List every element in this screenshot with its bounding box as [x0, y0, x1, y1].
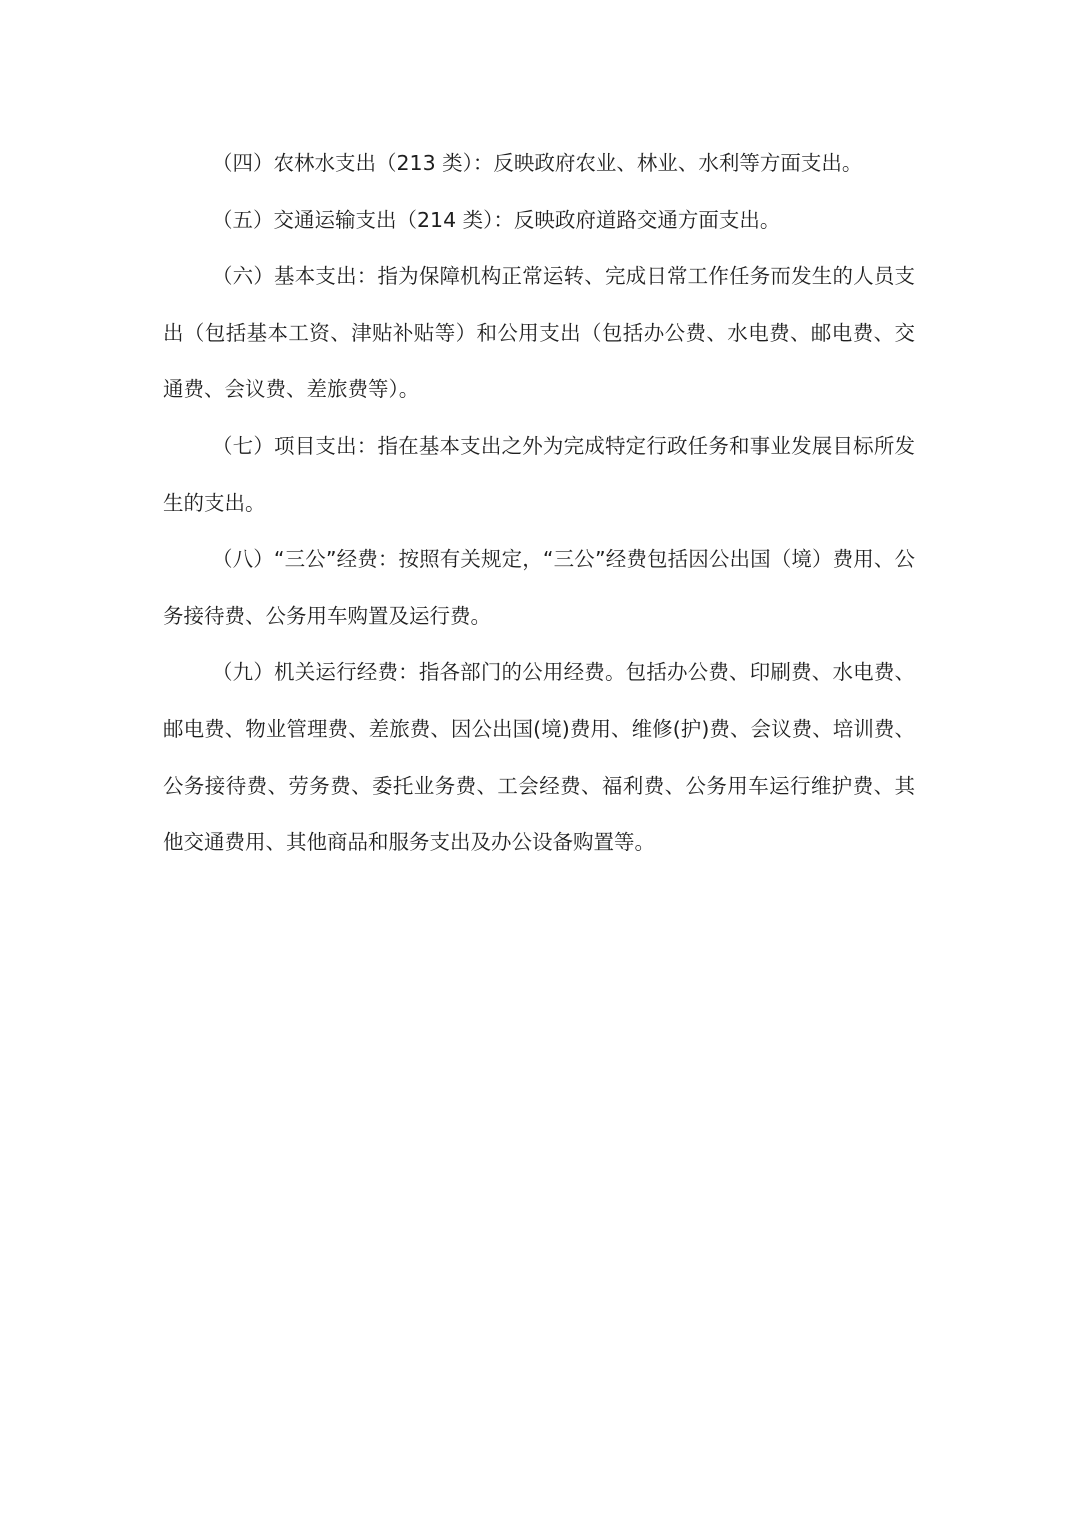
document-body: [163, 135, 915, 871]
paragraph-agriculture-forestry-water: （四）农林水支出（213 类）：反映政府农业、林业、水利等方面支出。: [212, 151, 863, 175]
paragraph-three-public-expenses: （八）“三公”经费：按照有关规定，“三公”经费包括因公出国（境）费用、公务接待费、公务用车购置及运行费。: [163, 547, 915, 628]
paragraph-project-expenditure: （七）项目支出：指在基本支出之外为完成特定行政任务和事业发展目标所发生的支出。: [163, 433, 915, 515]
paragraph-transportation: （五）交通运输支出（214 类）：反映政府道路交通方面支出。: [212, 207, 781, 232]
paragraph-agency-operating-expenses: （九）机关运行经费：指各部门的公用经费。包括办公费、印刷费、水电费、邮电费、物业管理费、差旅费、因公出国(境)费用、维修(护)费、会议费、培训费、公务接待费、劳务费、委托业务费、工会经费、福利费、公务用车运行维护费、其他交通费用、其他商品和服务支出及办公设备购置等。: [163, 660, 915, 855]
paragraph-basic-expenditure: （六）基本支出：指为保障机构正常运转、完成日常工作任务而发生的人员支出（包括基本工资、津贴补贴等）和公用支出（包括办公费、水电费、邮电费、交通费、会议费、差旅费等）。: [163, 264, 915, 402]
